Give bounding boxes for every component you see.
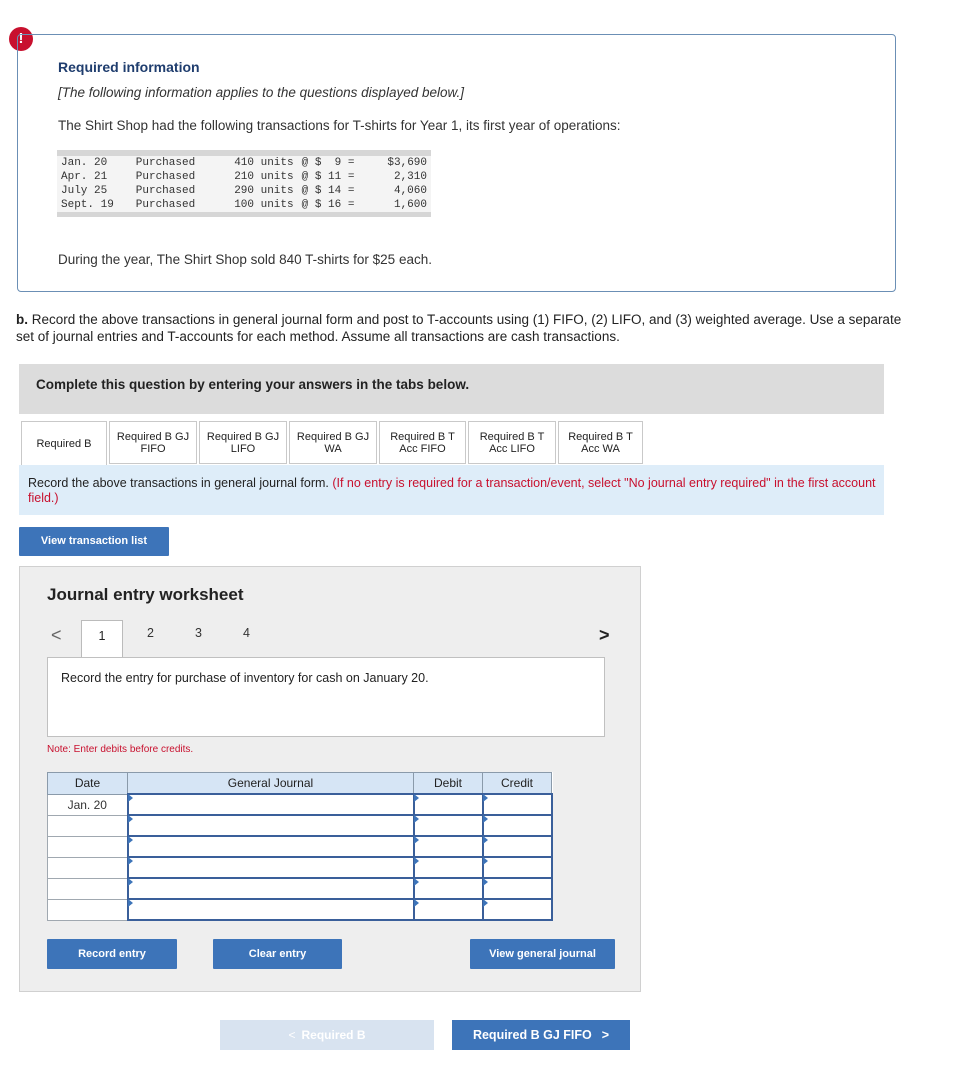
tx-price: @ $ 11 = xyxy=(301,171,355,183)
credit-input[interactable] xyxy=(483,794,552,815)
tx-date: Sept. 19 xyxy=(61,199,114,211)
credit-input[interactable] xyxy=(483,857,552,878)
table-row xyxy=(48,815,552,836)
date-cell xyxy=(48,836,128,857)
next-tab-button[interactable] xyxy=(452,1020,630,1050)
general-journal-header: General Journal xyxy=(128,773,414,795)
tab-required-b[interactable] xyxy=(21,421,107,466)
debit-input[interactable] xyxy=(414,794,483,815)
alert-icon: ! xyxy=(9,27,33,51)
chevron-right-icon: > xyxy=(601,1028,610,1042)
table-row xyxy=(48,836,552,857)
instruction-bar xyxy=(19,465,884,515)
tab-required-b-t-acc-fifo[interactable] xyxy=(379,421,466,464)
tab-label: Required B T xyxy=(390,430,455,443)
account-input[interactable] xyxy=(128,857,414,878)
tab-required-b-t-acc-wa[interactable] xyxy=(558,421,643,464)
account-input[interactable] xyxy=(128,878,414,899)
previous-tab-button[interactable] xyxy=(220,1020,434,1050)
tab-label: Required B GJ xyxy=(116,430,190,443)
tab-required-b-gj-fifo[interactable] xyxy=(109,421,197,464)
journal-header-row xyxy=(48,773,552,795)
info-sold: During the year, The Shirt Shop sold 840 T-shirts for $25 each. xyxy=(58,252,432,267)
question-b xyxy=(16,311,906,345)
question-text: Record the above transactions in general journal form and post to T-accounts using (1) FIFO, (2) LIFO, and (3) weighted average. Use a separate set of journal entries and T-accounts for each method. Assume all transactions are cash transactions. xyxy=(16,312,902,344)
table-row xyxy=(57,198,431,215)
debit-input[interactable] xyxy=(414,815,483,836)
question-label: b. xyxy=(16,312,28,327)
info-title: Required information xyxy=(58,59,200,75)
tx-type: Purchased xyxy=(135,199,196,211)
tx-date: Apr. 21 xyxy=(61,171,108,183)
date-cell: Jan. 20 xyxy=(48,794,128,815)
tx-price: @ $ 16 = xyxy=(301,199,355,211)
tx-total: 2,310 xyxy=(393,171,427,183)
page-1[interactable]: 1 xyxy=(81,620,123,658)
tx-type: Purchased xyxy=(135,185,196,197)
tx-type: Purchased xyxy=(135,157,196,169)
tx-total: 1,600 xyxy=(393,199,427,211)
credit-input[interactable] xyxy=(483,815,552,836)
tx-units: 410 units xyxy=(234,157,294,169)
clear-entry-button[interactable]: Clear entry xyxy=(213,939,342,969)
date-cell xyxy=(48,878,128,899)
debit-header: Debit xyxy=(414,773,483,795)
debit-input[interactable] xyxy=(414,836,483,857)
entry-description: Record the entry for purchase of inventory for cash on January 20. xyxy=(61,671,429,685)
table-row xyxy=(57,184,431,198)
account-input[interactable] xyxy=(128,794,414,815)
tx-total: 4,060 xyxy=(393,185,427,197)
tx-units: 290 units xyxy=(234,185,294,197)
tab-sublabel: Acc FIFO xyxy=(399,442,446,455)
next-page-icon[interactable]: > xyxy=(599,625,610,645)
tx-total: $3,690 xyxy=(387,157,427,169)
tab-label: Required B T xyxy=(568,430,633,443)
view-transaction-list-button[interactable]: View transaction list xyxy=(19,527,169,556)
tab-required-b-t-acc-lifo[interactable] xyxy=(468,421,556,464)
account-input[interactable] xyxy=(128,899,414,920)
view-general-journal-button[interactable]: View general journal xyxy=(470,939,615,969)
page-3[interactable]: 3 xyxy=(195,626,202,640)
tx-units: 210 units xyxy=(234,171,294,183)
date-cell xyxy=(48,857,128,878)
worksheet-title: Journal entry worksheet xyxy=(47,585,244,604)
tx-price: @ $ 14 = xyxy=(301,185,355,197)
table-row xyxy=(48,794,552,815)
info-note: [The following information applies to the questions displayed below.] xyxy=(58,85,464,100)
next-tab-label: Required B GJ FIFO xyxy=(472,1028,592,1042)
worksheet-pager xyxy=(47,620,617,658)
chevron-left-icon: < xyxy=(288,1028,296,1042)
required-information-box xyxy=(17,34,896,292)
table-row xyxy=(48,857,552,878)
complete-question-text: Complete this question by entering your answers in the tabs below. xyxy=(36,377,470,392)
credit-input[interactable] xyxy=(483,878,552,899)
table-row xyxy=(48,878,552,899)
credit-input[interactable] xyxy=(483,836,552,857)
debit-input[interactable] xyxy=(414,899,483,920)
tx-type: Purchased xyxy=(135,171,196,183)
complete-question-bar xyxy=(19,364,884,414)
tab-sublabel: WA xyxy=(324,442,342,455)
credit-header: Credit xyxy=(483,773,552,795)
tab-label: Required B T xyxy=(479,430,545,443)
transactions-table xyxy=(57,150,431,217)
journal-entry-worksheet xyxy=(19,566,641,992)
page-2[interactable]: 2 xyxy=(147,626,154,640)
tx-price: @ $ 9 = xyxy=(301,157,355,169)
tab-sublabel: LIFO xyxy=(230,442,256,455)
info-intro: The Shirt Shop had the following transactions for T-shirts for Year 1, its first year of operations: xyxy=(58,118,621,133)
account-input[interactable] xyxy=(128,836,414,857)
page-4[interactable]: 4 xyxy=(243,626,250,640)
tab-sublabel: Acc WA xyxy=(581,442,620,455)
tab-label: Required B GJ xyxy=(296,430,370,443)
tx-units: 100 units xyxy=(234,199,294,211)
tab-sublabel: FIFO xyxy=(140,442,166,455)
prev-page-icon[interactable]: < xyxy=(51,625,62,645)
tab-required-b-gj-wa[interactable] xyxy=(289,421,377,464)
tab-required-b-gj-lifo[interactable] xyxy=(199,421,287,464)
previous-tab-label: Required B xyxy=(301,1028,366,1042)
date-header: Date xyxy=(48,773,128,795)
tab-label: Required B GJ xyxy=(206,430,280,443)
table-row xyxy=(57,170,431,184)
instruction-warning: (If no entry is required for a transaction/event, select "No journal entry required" in the first account field.) xyxy=(28,476,876,505)
credit-input[interactable] xyxy=(483,899,552,920)
debit-input[interactable] xyxy=(414,857,483,878)
tx-date: Jan. 20 xyxy=(61,157,108,169)
tab-sublabel: Acc LIFO xyxy=(489,442,535,455)
tx-date: July 25 xyxy=(61,185,108,197)
entry-description-box xyxy=(47,657,605,737)
debits-credits-note: Note: Enter debits before credits. xyxy=(47,744,194,755)
tab-label: Required B xyxy=(36,438,92,450)
instruction-text: Record the above transactions in general journal form. xyxy=(28,476,333,490)
date-cell xyxy=(48,815,128,836)
table-row xyxy=(57,153,431,170)
debit-input[interactable] xyxy=(414,878,483,899)
table-row xyxy=(48,899,552,920)
date-cell xyxy=(48,899,128,920)
record-entry-button[interactable]: Record entry xyxy=(47,939,177,969)
account-input[interactable] xyxy=(128,815,414,836)
journal-table xyxy=(47,772,553,921)
